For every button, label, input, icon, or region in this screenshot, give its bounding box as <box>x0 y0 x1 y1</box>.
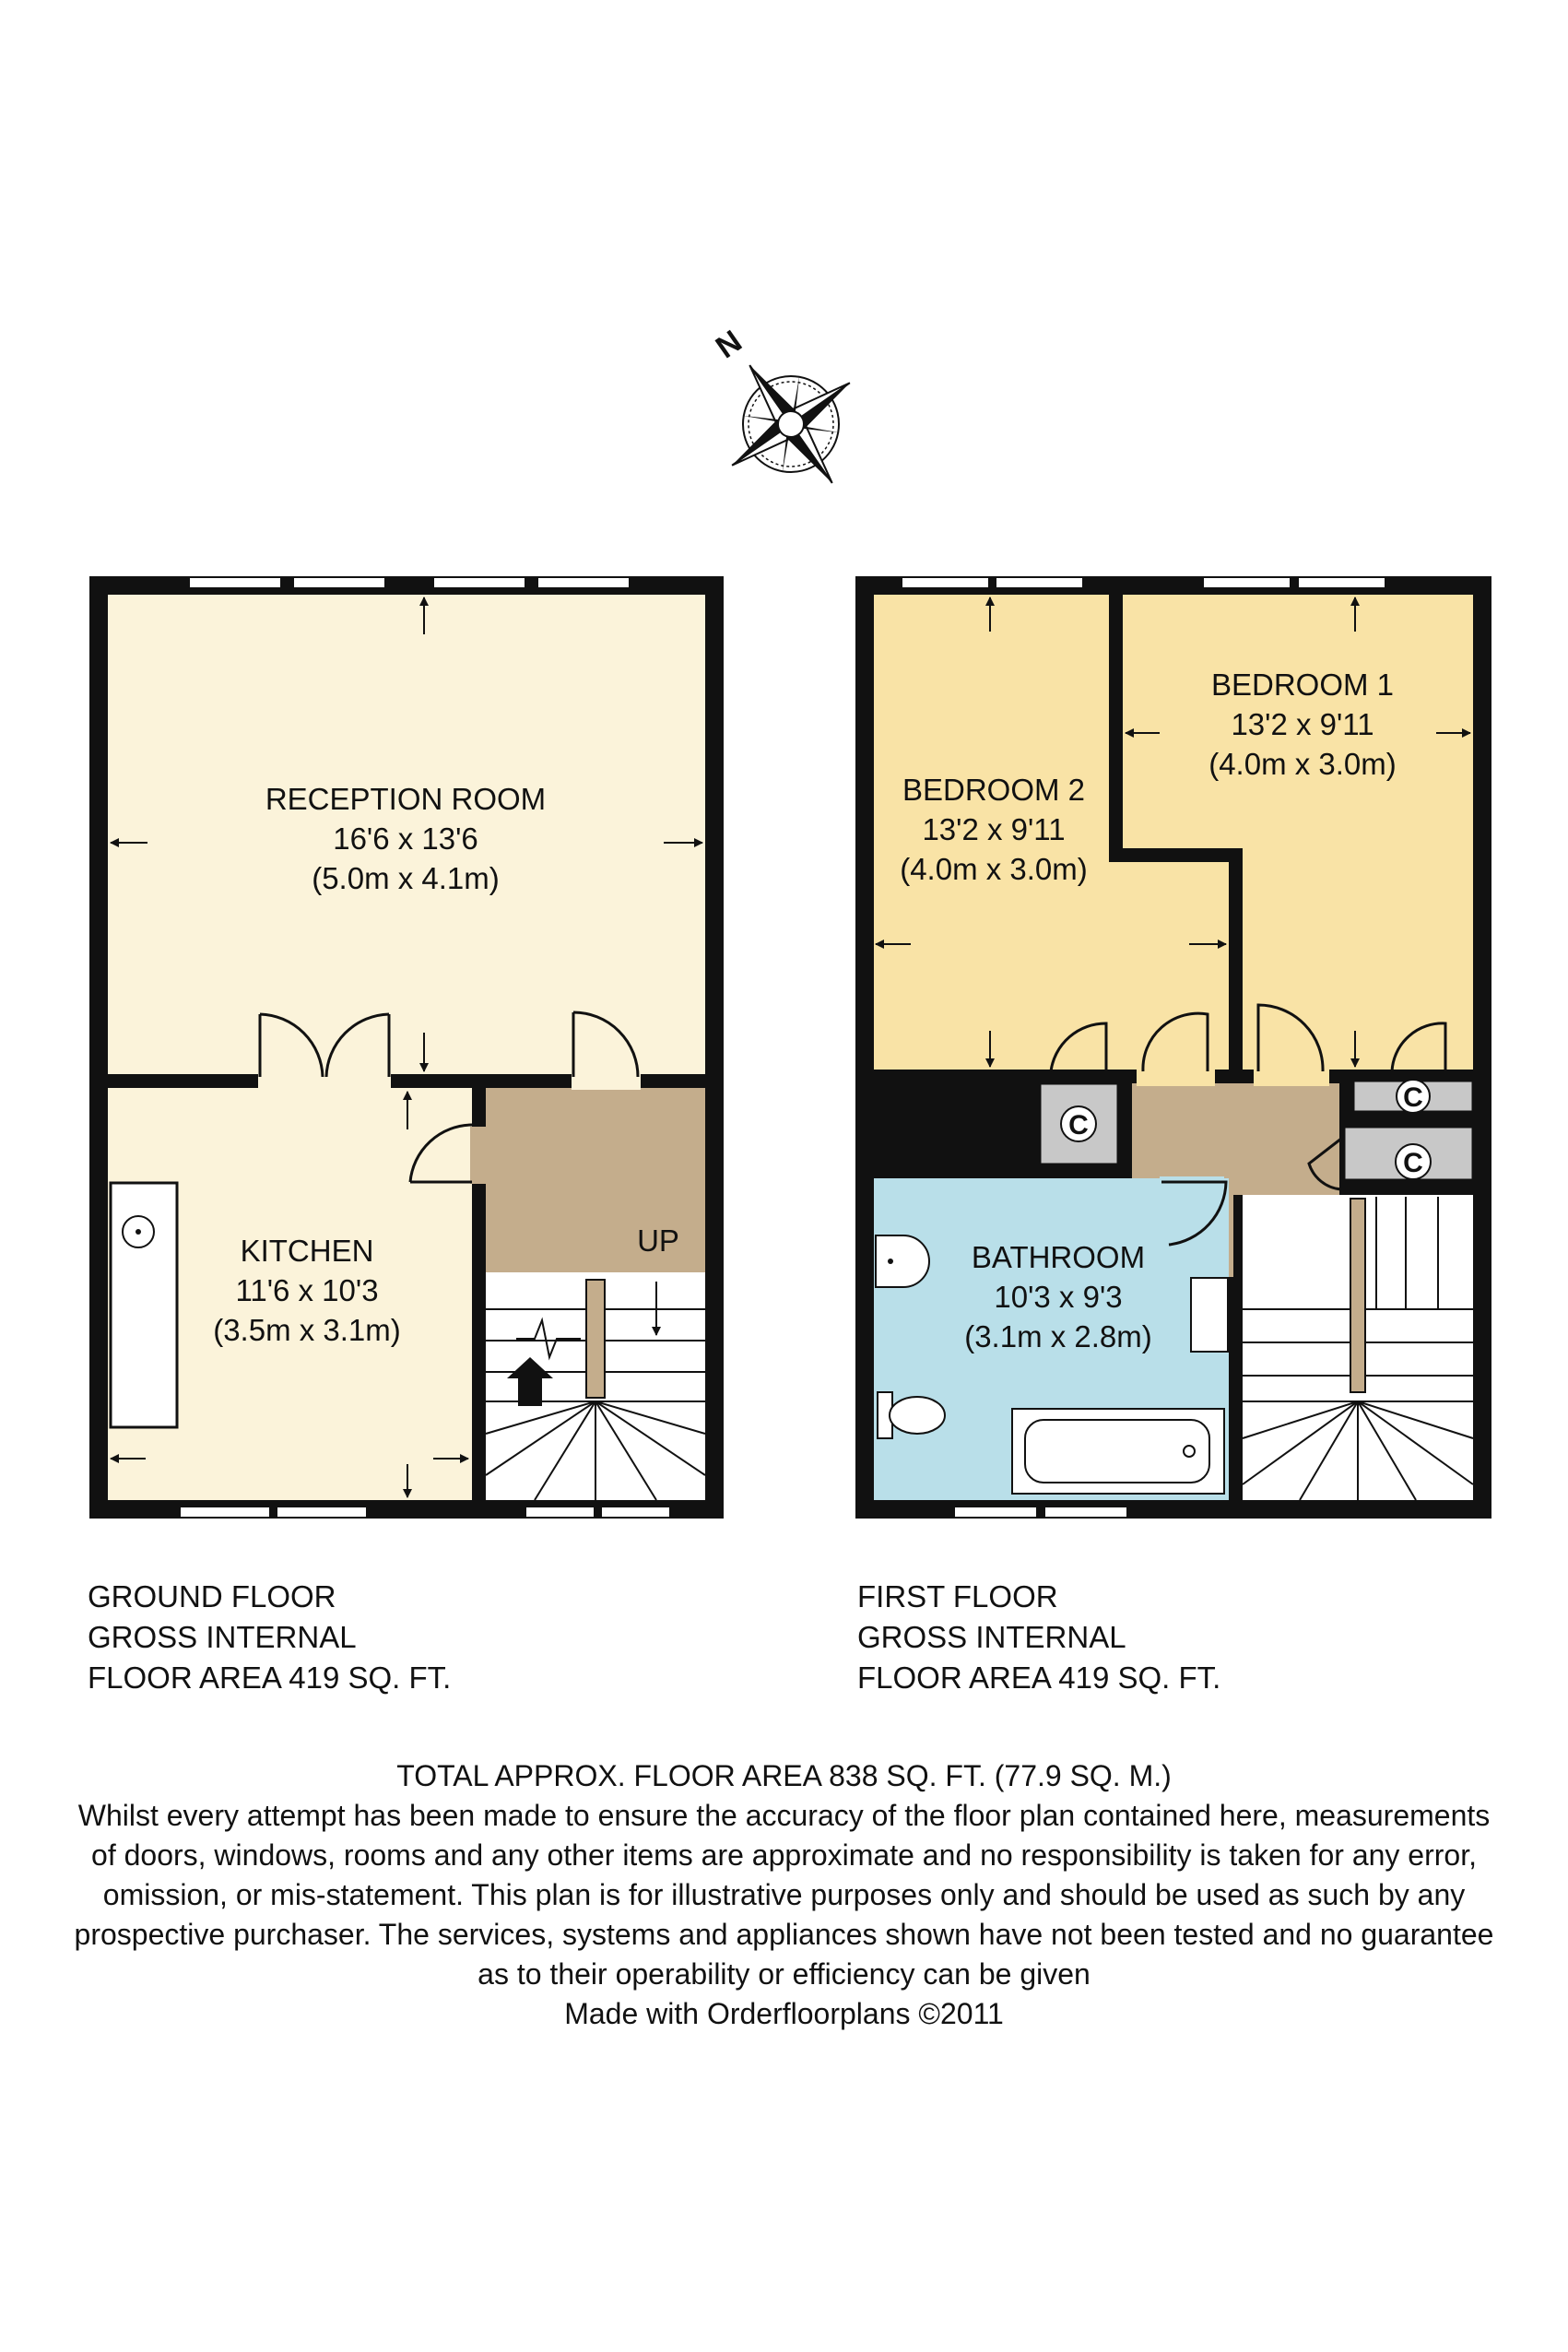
bathroom-name: BATHROOM <box>971 1240 1146 1274</box>
svg-text:C: C <box>1068 1110 1089 1141</box>
disclaimer-line: of doors, windows, rooms and any other items are approximate and no responsibility is taken for any error, <box>91 1838 1477 1872</box>
bathroom-cabinet <box>1191 1278 1228 1352</box>
disclaimer-line: as to their operability or efficiency can be given <box>477 1957 1091 1991</box>
ground-stair-handrail <box>586 1280 605 1398</box>
ground-floor-plan <box>89 576 724 1519</box>
first-floor-info-line: FIRST FLOOR <box>857 1579 1058 1613</box>
first-floor-info-line: GROSS INTERNAL <box>857 1620 1126 1654</box>
kitchen-name: KITCHEN <box>240 1234 374 1268</box>
bedroom-2-imperial: 13'2 x 9'11 <box>922 812 1066 846</box>
bedroom-1-metric: (4.0m x 3.0m) <box>1208 747 1397 781</box>
ground-floor-info-line: GROUND FLOOR <box>88 1579 336 1613</box>
bedroom-2-metric: (4.0m x 3.0m) <box>900 852 1088 886</box>
stairs-up-label: UP <box>637 1223 679 1258</box>
reception-room-imperial: 16'6 x 13'6 <box>333 821 478 856</box>
first-stair-handrail <box>1350 1199 1365 1392</box>
bath-icon <box>1012 1409 1224 1494</box>
kitchen-metric: (3.5m x 3.1m) <box>213 1313 401 1347</box>
basin-icon <box>876 1235 929 1287</box>
footer <box>0 1756 1568 2034</box>
compass-north-label: N <box>709 324 749 366</box>
bedroom-1-imperial: 13'2 x 9'11 <box>1231 707 1374 741</box>
bathroom-imperial: 10'3 x 9'3 <box>994 1280 1123 1314</box>
disclaimer-line: Whilst every attempt has been made to ensure the accuracy of the floor plan contained here, measurements <box>77 1799 1491 1832</box>
credit-line: Made with Orderfloorplans ©2011 <box>564 1997 1004 2030</box>
svg-text:C: C <box>1403 1148 1423 1178</box>
first-floor-info-line: FLOOR AREA 419 SQ. FT. <box>857 1661 1221 1695</box>
total-floor-area: TOTAL APPROX. FLOOR AREA 838 SQ. FT. (77.9 SQ. M.) <box>396 1759 1172 1792</box>
ground-floor-info-line: GROSS INTERNAL <box>88 1620 357 1654</box>
svg-text:C: C <box>1403 1082 1423 1113</box>
kitchen-imperial: 11'6 x 10'3 <box>235 1273 379 1307</box>
disclaimer-line: omission, or mis-statement. This plan is for illustrative purposes only and should be used as such by any <box>102 1878 1466 1911</box>
first-floor-info <box>857 1577 1220 1698</box>
disclaimer-line: prospective purchaser. The services, systems and appliances shown have not been tested and no guarantee <box>74 1918 1494 1951</box>
bedroom-2-alcove <box>1109 862 1229 1070</box>
bedroom-1-name: BEDROOM 1 <box>1210 668 1395 702</box>
first-floor-plan <box>855 576 1491 1519</box>
ground-floor-info <box>88 1577 451 1698</box>
bedroom-1-lower <box>1243 848 1473 1070</box>
ground-floor-info-line: FLOOR AREA 419 SQ. FT. <box>88 1661 452 1695</box>
bathroom-metric: (3.1m x 2.8m) <box>964 1319 1152 1353</box>
bedroom-2-name: BEDROOM 2 <box>902 773 1086 807</box>
reception-room-name: RECEPTION ROOM <box>265 782 547 816</box>
reception-room-metric: (5.0m x 4.1m) <box>312 861 500 895</box>
